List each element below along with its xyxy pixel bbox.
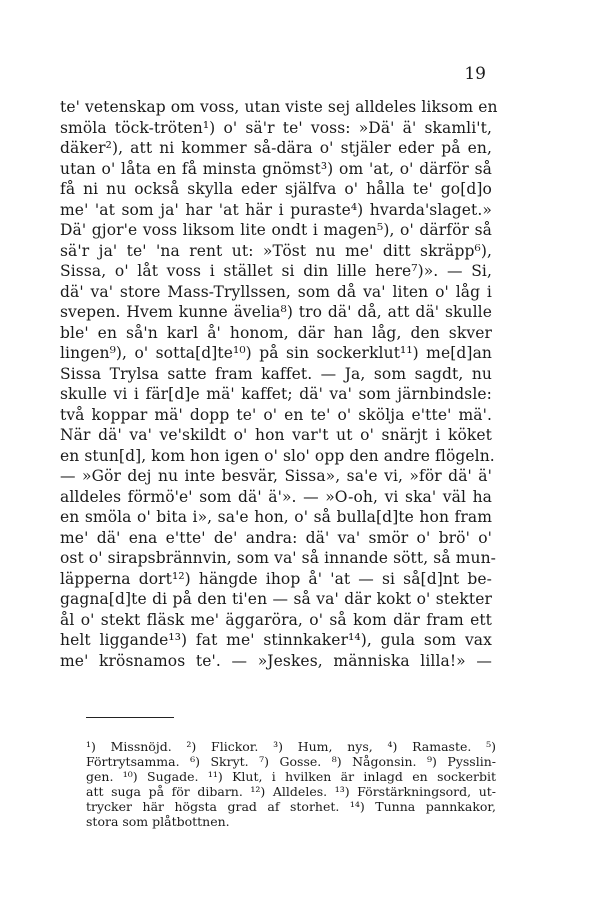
text-line: — »Gör dej nu inte besvär, Sissa», sa'e vi, »för dä' ä' xyxy=(60,467,492,485)
text-line: dä' va' store Mass-Tryllssen, som då va' liten o' låg i xyxy=(60,282,492,301)
text-line: Sissa, o' låt voss i stället si din lille here⁷)». — Si, xyxy=(60,262,492,280)
text-line: ost o' sirapsbrännvin, som va' så innande sött, så mun- xyxy=(60,549,496,567)
text-line: ble' en så'n karl å' honom, där han låg, den skver xyxy=(60,323,492,342)
text-line: ål o' stekt fläsk me' äggaröra, o' så kom där fram ett xyxy=(60,610,492,629)
text-line: skulle vi i fär[d]e mä' kaffet; dä' va' som järnbindsle: xyxy=(60,385,492,403)
footnote-divider xyxy=(86,717,174,718)
text-line: gagna[d]te di på den ti'en — så va' där kokt o' stekter xyxy=(60,590,492,608)
text-line: När dä' va' ve'skildt o' hon var't ut o' snärjt i köket xyxy=(60,426,492,444)
text-line: alldeles förmö'e' som dä' ä'». — »O-oh, vi ska' väl ha xyxy=(60,487,492,506)
footnote-line: Förtrytsamma. ⁶) Skryt. ⁷) Gosse. ⁸) Någonsin. ⁹) Pysslin- xyxy=(86,754,496,769)
text-line: en smöla o' bita i», sa'e hon, o' så bulla[d]te hon fram xyxy=(60,508,492,526)
page-number: 19 xyxy=(464,64,486,84)
text-line: sä'r ja' te' 'na rent ut: »Töst nu me' ditt skräpp⁶), xyxy=(60,241,492,260)
text-line: me' dä' ena e'tte' de' andra: dä' va' smör o' brö' o' xyxy=(60,528,492,547)
footnote-line: stora som plåtbottnen. xyxy=(86,814,230,829)
text-line: me' krösnamos te'. — »Jeskes, människa lilla!» — xyxy=(60,651,492,670)
text-line: en stun[d], kom hon igen o' slo' opp den andre flögeln. xyxy=(60,446,495,465)
footnote-line: ¹) Missnöjd. ²) Flickor. ³) Hum, nys, ⁴) Ramaste. ⁵) xyxy=(86,739,496,754)
body-text xyxy=(60,97,498,671)
text-line: få ni nu också skylla eder själfva o' hålla te' go[d]o xyxy=(60,180,492,198)
text-line: Sissa Trylsa satte fram kaffet. — Ja, som sagdt, nu xyxy=(60,364,492,383)
text-line: te' vetenskap om voss, utan viste sej alldeles liksom en xyxy=(60,98,498,116)
text-line: svepen. Hvem kunne ävelia⁸) tro dä' då, att dä' skulle xyxy=(60,303,492,321)
text-line: däker²), att ni kommer så-dära o' stjäler eder på en, xyxy=(60,139,492,157)
footnote-line: att suga på för dibarn. ¹²) Alldeles. ¹³) Förstärkningsord, ut- xyxy=(86,784,496,799)
footnotes xyxy=(86,739,496,829)
text-line: utan o' låta en få minsta gnömst³) om 'at, o' därför så xyxy=(60,159,492,178)
footnote-line: trycker här högsta grad af storhet. ¹⁴) Tunna pannkakor, xyxy=(86,799,496,814)
text-line: me' 'at som ja' har 'at här i puraste⁴) hvarda'slaget.» xyxy=(60,200,492,219)
footnote-line: gen. ¹⁰) Sugade. ¹¹) Klut, i hvilken är inlagd en sockerbit xyxy=(86,769,496,784)
text-line: smöla töck-tröten¹) o' sä'r te' voss: »Dä' ä' skamli't, xyxy=(60,118,492,137)
text-line: Dä' gjor'e voss liksom lite ondt i magen⁵), o' därför så xyxy=(60,221,492,239)
text-line: helt liggande¹³) fat me' stinnkaker¹⁴), gula som vax xyxy=(60,631,492,649)
text-line: läpperna dort¹²) hängde ihop å' 'at — si så[d]nt be- xyxy=(60,569,492,588)
text-line: lingen⁹), o' sotta[d]te¹⁰) på sin sockerklut¹¹) me[d]an xyxy=(60,344,492,362)
text-line: två koppar mä' dopp te' o' en te' o' skölja e'tte' mä'. xyxy=(60,405,492,424)
